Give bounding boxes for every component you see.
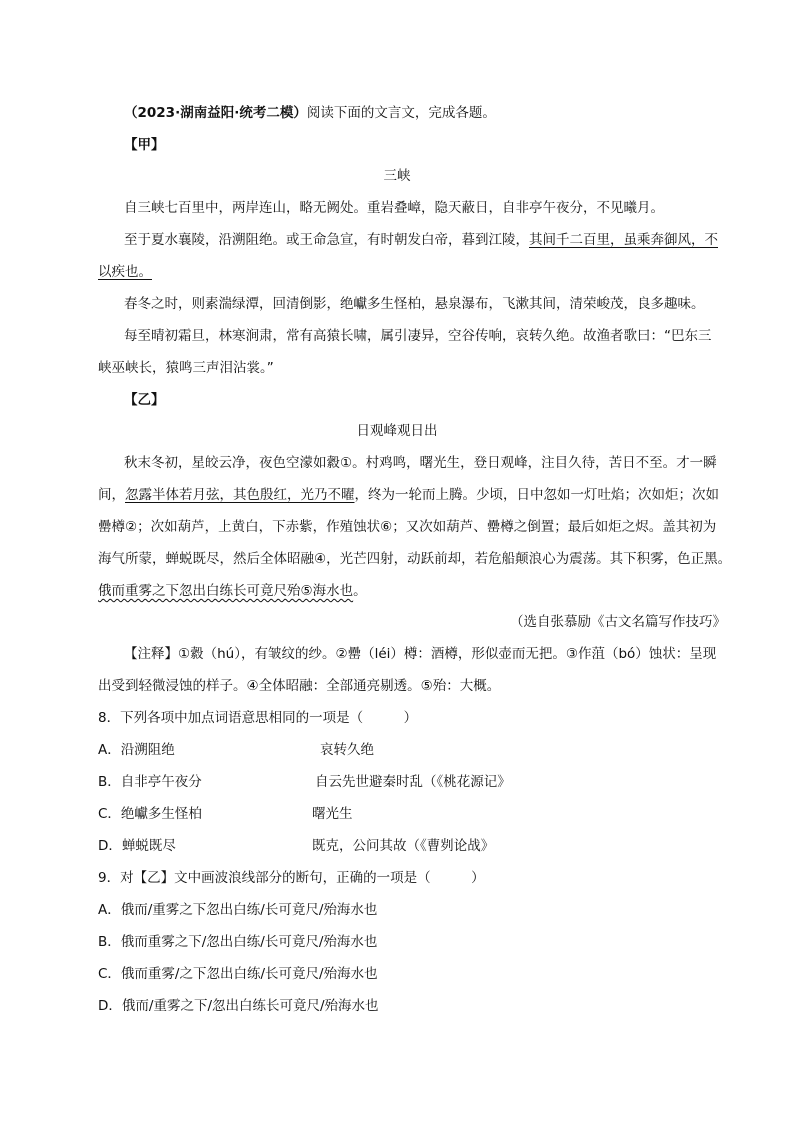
- intro-text: 阅读下面的文言文，完成各题。: [306, 105, 496, 121]
- q9-option-b: B．俄而重雾之下/忽出白练/长可竟尺/殆海水也: [98, 934, 378, 950]
- q8-option-c-right: 曙光生: [312, 806, 353, 822]
- q8-option-a-left: A．沿溯阻绝: [98, 742, 175, 758]
- notes-line-1: 【注释】①縠（hú），有皱纹的纱。②罍（léi）樽：酒樽，形似壶而无把。③作菹（bó）蚀状：呈现: [124, 646, 717, 662]
- passage-title-jia: 三峡: [383, 168, 411, 184]
- yi-line-5: [98, 581, 367, 601]
- q8-option-b-left: B．自非亭午夜分: [98, 774, 202, 790]
- jia-paragraph-2: [124, 230, 718, 250]
- jia-paragraph-1: 自三峡七百里中，两岸连山，略无阙处。重岩叠嶂，隐天蔽日，自非亭午夜分，不见曦月。: [124, 200, 664, 216]
- passage-title-yi: 日观峰观日出: [356, 423, 438, 439]
- q8-option-d: [98, 836, 495, 856]
- q8-option-d-left: D．蝉蜕既尽: [98, 838, 176, 854]
- yi-line-2-end: ，终为一轮而上腾。少顷，日中忽如一灯吐焰；次如炬；次如: [354, 487, 719, 503]
- yi-source: （选自张慕励《古文名篇写作技巧》: [510, 614, 726, 630]
- jia-paragraph-3: 春冬之时，则素湍绿潭，回清倒影，绝巘多生怪柏，悬泉瀑布，飞漱其间，清荣峻茂，良多趣味。: [124, 296, 705, 312]
- jia-underlined-sentence: 其间千二百里，虽乘奔御风，不: [529, 232, 718, 248]
- yi-underlined-sentence: 忽露半体若月弦，其色殷红，光乃不曜: [125, 487, 355, 503]
- q9-option-a: A．俄而/重雾之下忽出白练/长可竟尺/殆海水也: [98, 902, 378, 918]
- question-8-stem: 8．下列各项中加点词语意思相同的一项是（ ）: [98, 710, 418, 726]
- yi-line-2-start: 间，: [98, 487, 125, 503]
- section-label-yi: 【乙】: [124, 392, 165, 408]
- yi-line-2: [98, 485, 719, 505]
- q8-option-d-right: 既克，公问其故（《曹刿论战》: [312, 838, 495, 854]
- yi-line-1: 秋末冬初，星皎云净，夜色空濛如縠①。村鸡鸣，曙光生，登日观峰，注目久待，苦日不至。才一瞬: [124, 455, 717, 471]
- notes-line-2: 出受到轻微浸蚀的样子。④全体昭融：全部通亮剔透。⑤殆：大概。: [98, 678, 501, 694]
- q8-option-c: [98, 804, 353, 824]
- q8-option-b: [98, 772, 511, 792]
- q8-option-a: [98, 740, 374, 760]
- yi-line-4: 海气所蒙，蝉蜕既尽，然后全体昭融④，光芒四射，动跃前却，若危船颠浪心为震荡。其下积雾，色正黑。: [98, 551, 732, 567]
- q9-option-c: C．俄而重雾/之下忽出白练/长可竟尺/殆海水也: [98, 966, 378, 982]
- q9-option-d: D．俄而/重雾之下/忽出白练长可竟尺/殆海水也: [98, 998, 379, 1014]
- yi-line-3: 罍樽②；次如葫芦，上黄白，下赤紫，作殖蚀状⑥；又次如葫芦、罍樽之倒置；最后如炬之烬。盖其初为: [98, 519, 717, 535]
- q8-option-b-right: 自云先世避秦时乱（《桃花源记》: [315, 774, 511, 790]
- q8-option-a-right: 哀转久绝: [320, 742, 374, 758]
- source-tag: （2023·湖南益阳·统考二模）: [124, 105, 307, 121]
- section-label-jia: 【甲】: [124, 137, 165, 153]
- question-9-stem: 9．对【乙】文中画波浪线部分的断句，正确的一项是（ ）: [98, 870, 485, 886]
- jia-underlined-sentence-end: 以疾也。: [98, 264, 152, 280]
- jia-p2-text: 至于夏水襄陵，沿溯阻绝。或王命急宣，有时朝发白帝，暮到江陵，: [124, 232, 529, 248]
- yi-line-5-end: 。: [353, 583, 367, 599]
- yi-wavy-underlined-sentence: 俄而重雾之下忽出白练长可竟尺殆⑤海水也: [98, 583, 354, 599]
- q8-option-c-left: C．绝巘多生怪柏: [98, 806, 202, 822]
- question-header: [124, 103, 496, 123]
- jia-paragraph-2-cont: [98, 262, 152, 282]
- jia-paragraph-4: 每至晴初霜旦，林寒涧肃，常有高猿长啸，属引凄异，空谷传响，哀转久绝。故渔者歌曰：“巴东三: [124, 328, 712, 344]
- jia-paragraph-4-cont: 峡巫峡长，猿鸣三声泪沾裳。”: [98, 360, 274, 376]
